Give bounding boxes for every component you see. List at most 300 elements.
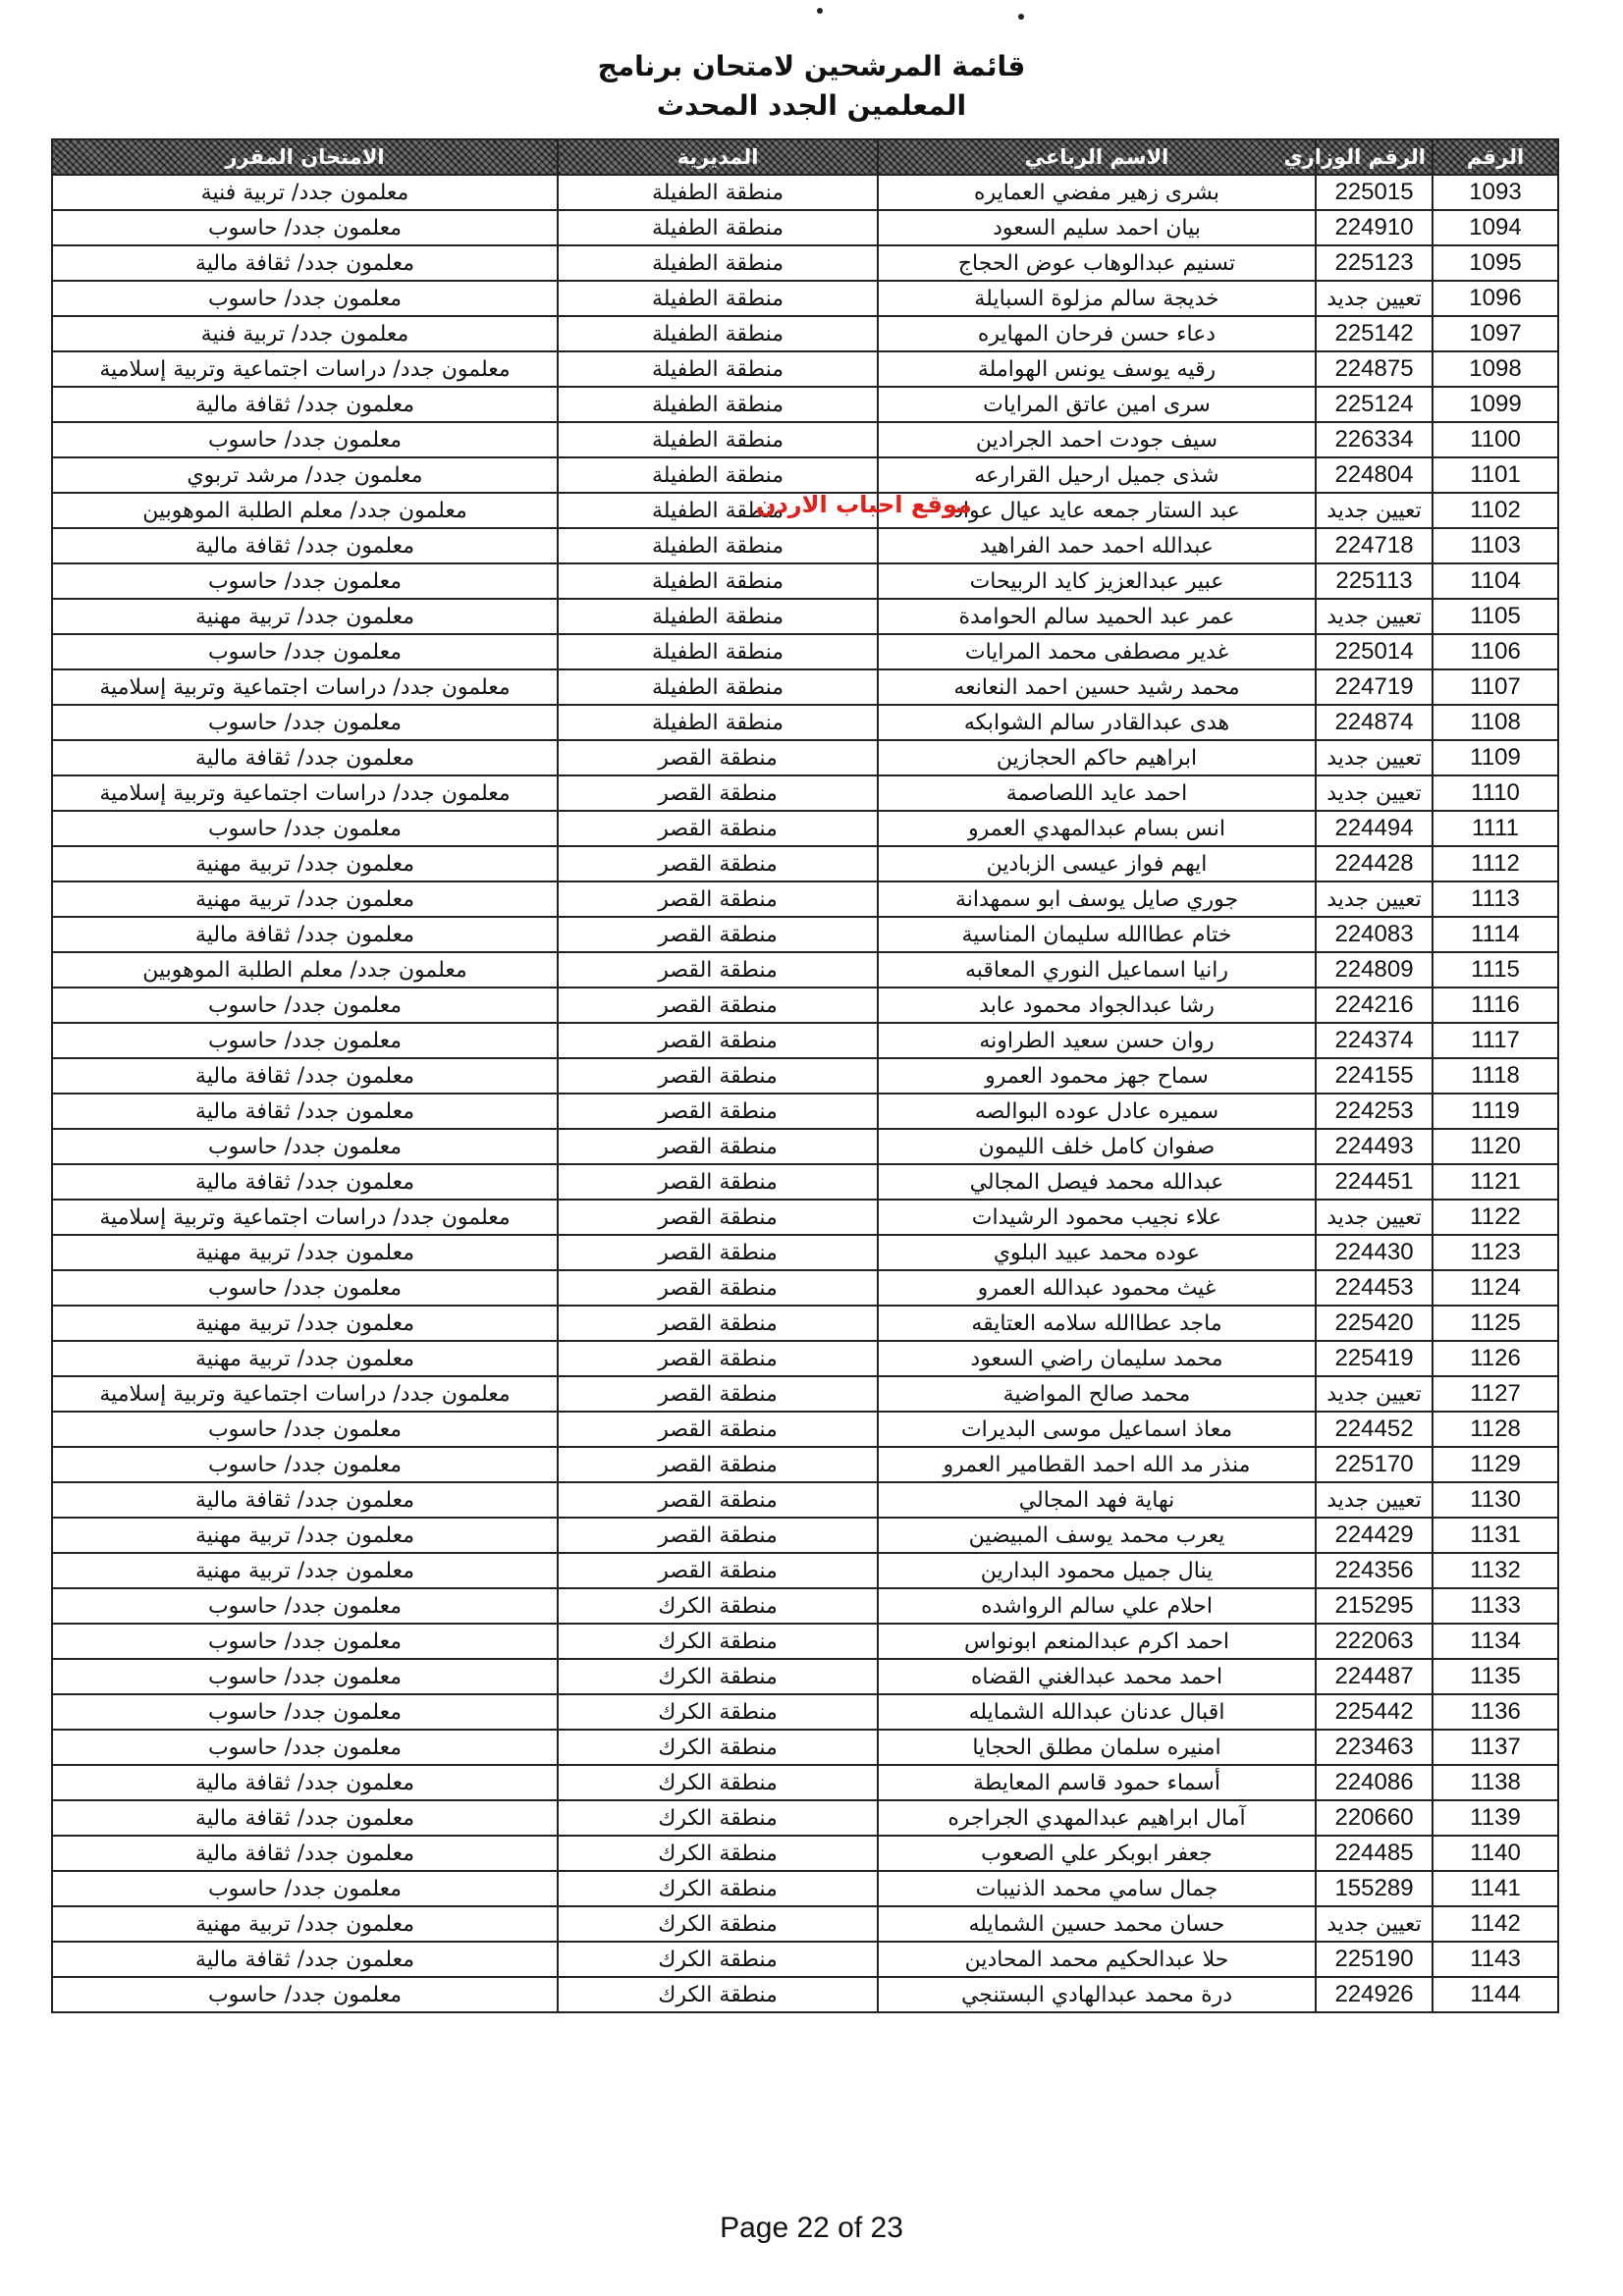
cell-full-name: سرى امين عاتق المرايات xyxy=(878,387,1316,422)
cell-ministry-number: 225419 xyxy=(1316,1341,1433,1376)
cell-serial: 1106 xyxy=(1433,634,1558,669)
cell-ministry-number: تعيين جديد xyxy=(1316,740,1433,775)
cell-exam: معلمون جدد/ تربية مهنية xyxy=(52,1553,558,1588)
cell-serial: 1095 xyxy=(1433,245,1558,281)
cell-ministry-number: 224216 xyxy=(1316,988,1433,1023)
cell-serial: 1116 xyxy=(1433,988,1558,1023)
cell-exam: معلمون جدد/ تربية مهنية xyxy=(52,1235,558,1270)
table-row xyxy=(52,634,1558,669)
cell-full-name: سيف جودت احمد الجرادين xyxy=(878,422,1316,457)
cell-exam: معلمون جدد/ حاسوب xyxy=(52,1977,558,2012)
cell-directorate: منطقة القصر xyxy=(558,1094,878,1129)
cell-serial: 1110 xyxy=(1433,775,1558,811)
cell-serial: 1144 xyxy=(1433,1977,1558,2012)
table-row xyxy=(52,1235,1558,1270)
cell-exam: معلمون جدد/ حاسوب xyxy=(52,563,558,599)
cell-ministry-number: 224356 xyxy=(1316,1553,1433,1588)
table-row xyxy=(52,457,1558,493)
cell-full-name: جعفر ابوبكر علي الصعوب xyxy=(878,1836,1316,1871)
table-row xyxy=(52,1058,1558,1094)
cell-ministry-number: 224083 xyxy=(1316,917,1433,952)
cell-full-name: ختام عطاالله سليمان المناسية xyxy=(878,917,1316,952)
cell-serial: 1098 xyxy=(1433,351,1558,387)
cell-serial: 1131 xyxy=(1433,1518,1558,1553)
cell-directorate: منطقة الكرك xyxy=(558,1694,878,1730)
cell-ministry-number: 155289 xyxy=(1316,1871,1433,1906)
cell-serial: 1142 xyxy=(1433,1906,1558,1942)
cell-directorate: منطقة القصر xyxy=(558,1482,878,1518)
cell-exam: معلمون جدد/ معلم الطلبة الموهوبين xyxy=(52,493,558,528)
cell-exam: معلمون جدد/ ثقافة مالية xyxy=(52,1058,558,1094)
cell-exam: معلمون جدد/ ثقافة مالية xyxy=(52,740,558,775)
cell-directorate: منطقة الطفيلة xyxy=(558,669,878,705)
cell-ministry-number: 222063 xyxy=(1316,1624,1433,1659)
cell-ministry-number: 225015 xyxy=(1316,175,1433,210)
scan-speck xyxy=(817,8,823,14)
cell-ministry-number: 224485 xyxy=(1316,1836,1433,1871)
cell-serial: 1121 xyxy=(1433,1164,1558,1200)
cell-ministry-number: تعيين جديد xyxy=(1316,1200,1433,1235)
cell-directorate: منطقة الكرك xyxy=(558,1765,878,1800)
cell-directorate: منطقة الكرك xyxy=(558,1624,878,1659)
table-row xyxy=(52,952,1558,988)
cell-directorate: منطقة القصر xyxy=(558,1058,878,1094)
title-line-1: قائمة المرشحين لامتحان برنامج xyxy=(597,50,1026,82)
cell-full-name: محمد صالح المواضية xyxy=(878,1376,1316,1412)
cell-exam: معلمون جدد/ دراسات اجتماعية وتربية إسلامية xyxy=(52,775,558,811)
cell-ministry-number: 224874 xyxy=(1316,705,1433,740)
cell-serial: 1132 xyxy=(1433,1553,1558,1588)
cell-directorate: منطقة القصر xyxy=(558,846,878,881)
cell-full-name: صفوان كامل خلف الليمون xyxy=(878,1129,1316,1164)
table-row xyxy=(52,528,1558,563)
cell-serial: 1124 xyxy=(1433,1270,1558,1306)
cell-full-name: هدى عبدالقادر سالم الشوابكه xyxy=(878,705,1316,740)
table-row xyxy=(52,1306,1558,1341)
cell-exam: معلمون جدد/ حاسوب xyxy=(52,1412,558,1447)
cell-ministry-number: 225014 xyxy=(1316,634,1433,669)
scan-speck xyxy=(1018,14,1024,20)
table-row xyxy=(52,599,1558,634)
cell-exam: معلمون جدد/ حاسوب xyxy=(52,210,558,245)
cell-directorate: منطقة القصر xyxy=(558,881,878,917)
cell-ministry-number: 224719 xyxy=(1316,669,1433,705)
cell-ministry-number: 224926 xyxy=(1316,1977,1433,2012)
table-row xyxy=(52,210,1558,245)
cell-exam: معلمون جدد/ ثقافة مالية xyxy=(52,1800,558,1836)
cell-exam: معلمون جدد/ حاسوب xyxy=(52,1624,558,1659)
cell-serial: 1118 xyxy=(1433,1058,1558,1094)
cell-full-name: ينال جميل محمود البدارين xyxy=(878,1553,1316,1588)
cell-exam: معلمون جدد/ حاسوب xyxy=(52,1270,558,1306)
cell-exam: معلمون جدد/ تربية مهنية xyxy=(52,599,558,634)
cell-full-name: شذى جميل ارحيل القرارعه xyxy=(878,457,1316,493)
cell-serial: 1122 xyxy=(1433,1200,1558,1235)
cell-serial: 1093 xyxy=(1433,175,1558,210)
table-row xyxy=(52,1730,1558,1765)
cell-ministry-number: 224429 xyxy=(1316,1518,1433,1553)
table-row xyxy=(52,316,1558,351)
cell-full-name: نهاية فهد المجالي xyxy=(878,1482,1316,1518)
cell-full-name: آمال ابراهيم عبدالمهدي الجراجره xyxy=(878,1800,1316,1836)
cell-directorate: منطقة الطفيلة xyxy=(558,457,878,493)
table-header-row xyxy=(52,139,1558,175)
cell-serial: 1103 xyxy=(1433,528,1558,563)
cell-full-name: عبد الستار جمعه عايد عيال عواد xyxy=(878,493,1316,528)
cell-full-name: احمد اكرم عبدالمنعم ابونواس xyxy=(878,1624,1316,1659)
cell-directorate: منطقة القصر xyxy=(558,917,878,952)
cell-exam: معلمون جدد/ حاسوب xyxy=(52,1447,558,1482)
cell-directorate: منطقة الطفيلة xyxy=(558,422,878,457)
table-row xyxy=(52,422,1558,457)
cell-full-name: تسنيم عبدالوهاب عوض الحجاج xyxy=(878,245,1316,281)
table-row xyxy=(52,1129,1558,1164)
cell-ministry-number: تعيين جديد xyxy=(1316,1376,1433,1412)
cell-exam: معلمون جدد/ تربية مهنية xyxy=(52,881,558,917)
cell-exam: معلمون جدد/ تربية فنية xyxy=(52,175,558,210)
cell-exam: معلمون جدد/ ثقافة مالية xyxy=(52,1482,558,1518)
cell-ministry-number: 224253 xyxy=(1316,1094,1433,1129)
cell-directorate: منطقة الطفيلة xyxy=(558,528,878,563)
cell-ministry-number: تعيين جديد xyxy=(1316,599,1433,634)
table-row xyxy=(52,1376,1558,1412)
table-row xyxy=(52,1871,1558,1906)
column-header-ministry-number: الرقم الوزاري xyxy=(1316,139,1433,175)
cell-directorate: منطقة الكرك xyxy=(558,1871,878,1906)
cell-directorate: منطقة القصر xyxy=(558,1518,878,1553)
cell-serial: 1129 xyxy=(1433,1447,1558,1482)
cell-directorate: منطقة الطفيلة xyxy=(558,634,878,669)
cell-exam: معلمون جدد/ حاسوب xyxy=(52,705,558,740)
cell-ministry-number: 225124 xyxy=(1316,387,1433,422)
table-row xyxy=(52,1624,1558,1659)
cell-ministry-number: 220660 xyxy=(1316,1800,1433,1836)
cell-ministry-number: 225170 xyxy=(1316,1447,1433,1482)
cell-directorate: منطقة الطفيلة xyxy=(558,210,878,245)
cell-full-name: روان حسن سعيد الطراونه xyxy=(878,1023,1316,1058)
cell-serial: 1125 xyxy=(1433,1306,1558,1341)
cell-ministry-number: 223463 xyxy=(1316,1730,1433,1765)
cell-directorate: منطقة القصر xyxy=(558,1200,878,1235)
cell-exam: معلمون جدد/ حاسوب xyxy=(52,1023,558,1058)
cell-exam: معلمون جدد/ ثقافة مالية xyxy=(52,1164,558,1200)
cell-ministry-number: 225442 xyxy=(1316,1694,1433,1730)
cell-directorate: منطقة الكرك xyxy=(558,1836,878,1871)
cell-ministry-number: 224430 xyxy=(1316,1235,1433,1270)
cell-full-name: رشا عبدالجواد محمود عابد xyxy=(878,988,1316,1023)
table-row xyxy=(52,917,1558,952)
cell-full-name: سميره عادل عوده البوالصه xyxy=(878,1094,1316,1129)
cell-full-name: انس بسام عبدالمهدي العمرو xyxy=(878,811,1316,846)
table-row xyxy=(52,1942,1558,1977)
cell-directorate: منطقة الطفيلة xyxy=(558,351,878,387)
cell-directorate: منطقة القصر xyxy=(558,775,878,811)
cell-full-name: حلا عبدالحكيم محمد المحادين xyxy=(878,1942,1316,1977)
cell-serial: 1120 xyxy=(1433,1129,1558,1164)
table-row xyxy=(52,175,1558,210)
cell-exam: معلمون جدد/ دراسات اجتماعية وتربية إسلامية xyxy=(52,1376,558,1412)
cell-directorate: منطقة القصر xyxy=(558,1164,878,1200)
cell-full-name: ابراهيم حاكم الحجازين xyxy=(878,740,1316,775)
table-row xyxy=(52,669,1558,705)
table-row xyxy=(52,1341,1558,1376)
table-row xyxy=(52,1094,1558,1129)
table-row xyxy=(52,811,1558,846)
cell-full-name: عبدالله محمد فيصل المجالي xyxy=(878,1164,1316,1200)
cell-ministry-number: 224718 xyxy=(1316,528,1433,563)
cell-full-name: احلام علي سالم الرواشده xyxy=(878,1588,1316,1624)
table-row xyxy=(52,1553,1558,1588)
cell-directorate: منطقة القصر xyxy=(558,1306,878,1341)
cell-exam: معلمون جدد/ ثقافة مالية xyxy=(52,1094,558,1129)
cell-directorate: منطقة القصر xyxy=(558,1341,878,1376)
cell-serial: 1143 xyxy=(1433,1942,1558,1977)
cell-exam: معلمون جدد/ ثقافة مالية xyxy=(52,917,558,952)
column-header-serial: الرقم xyxy=(1433,139,1558,175)
cell-serial: 1138 xyxy=(1433,1765,1558,1800)
table-row xyxy=(52,1836,1558,1871)
cell-full-name: محمد رشيد حسين احمد النعانعه xyxy=(878,669,1316,705)
cell-exam: معلمون جدد/ ثقافة مالية xyxy=(52,387,558,422)
cell-serial: 1139 xyxy=(1433,1800,1558,1836)
table-row xyxy=(52,1200,1558,1235)
cell-full-name: محمد سليمان راضي السعود xyxy=(878,1341,1316,1376)
cell-exam: معلمون جدد/ حاسوب xyxy=(52,1871,558,1906)
cell-ministry-number: تعيين جديد xyxy=(1316,493,1433,528)
table-row xyxy=(52,1977,1558,2012)
cell-directorate: منطقة القصر xyxy=(558,1023,878,1058)
cell-directorate: منطقة الطفيلة xyxy=(558,316,878,351)
table-row xyxy=(52,740,1558,775)
cell-serial: 1123 xyxy=(1433,1235,1558,1270)
cell-serial: 1135 xyxy=(1433,1659,1558,1694)
cell-ministry-number: تعيين جديد xyxy=(1316,1482,1433,1518)
cell-exam: معلمون جدد/ ثقافة مالية xyxy=(52,1765,558,1800)
cell-serial: 1137 xyxy=(1433,1730,1558,1765)
cell-full-name: رقيه يوسف يونس الهواملة xyxy=(878,351,1316,387)
cell-directorate: منطقة الطفيلة xyxy=(558,599,878,634)
cell-serial: 1097 xyxy=(1433,316,1558,351)
cell-ministry-number: 215295 xyxy=(1316,1588,1433,1624)
table-row xyxy=(52,1270,1558,1306)
cell-exam: معلمون جدد/ حاسوب xyxy=(52,1730,558,1765)
cell-full-name: جوري صايل يوسف ابو سمهدانة xyxy=(878,881,1316,917)
cell-ministry-number: تعيين جديد xyxy=(1316,881,1433,917)
cell-full-name: أسماء حمود قاسم المعايطة xyxy=(878,1765,1316,1800)
cell-serial: 1127 xyxy=(1433,1376,1558,1412)
cell-directorate: منطقة الطفيلة xyxy=(558,493,878,528)
cell-ministry-number: تعيين جديد xyxy=(1316,281,1433,316)
cell-directorate: منطقة القصر xyxy=(558,1270,878,1306)
cell-serial: 1140 xyxy=(1433,1836,1558,1871)
cell-full-name: يعرب محمد يوسف المبيضين xyxy=(878,1518,1316,1553)
cell-ministry-number: 225113 xyxy=(1316,563,1433,599)
cell-serial: 1113 xyxy=(1433,881,1558,917)
cell-ministry-number: 224374 xyxy=(1316,1023,1433,1058)
page-number: Page 22 of 23 xyxy=(720,2212,903,2244)
cell-full-name: حسان محمد حسين الشمايله xyxy=(878,1906,1316,1942)
cell-full-name: عمر عبد الحميد سالم الحوامدة xyxy=(878,599,1316,634)
cell-exam: معلمون جدد/ حاسوب xyxy=(52,1694,558,1730)
cell-serial: 1119 xyxy=(1433,1094,1558,1129)
cell-exam: معلمون جدد/ مرشد تربوي xyxy=(52,457,558,493)
cell-directorate: منطقة القصر xyxy=(558,1553,878,1588)
cell-ministry-number: 224804 xyxy=(1316,457,1433,493)
cell-directorate: منطقة القصر xyxy=(558,952,878,988)
cell-directorate: منطقة الطفيلة xyxy=(558,281,878,316)
cell-exam: معلمون جدد/ ثقافة مالية xyxy=(52,528,558,563)
cell-full-name: ماجد عطاالله سلامه العتايقه xyxy=(878,1306,1316,1341)
table-body xyxy=(52,175,1558,2012)
cell-serial: 1114 xyxy=(1433,917,1558,952)
table-row xyxy=(52,881,1558,917)
cell-directorate: منطقة القصر xyxy=(558,988,878,1023)
cell-full-name: عوده محمد عبيد البلوي xyxy=(878,1235,1316,1270)
cell-serial: 1141 xyxy=(1433,1871,1558,1906)
cell-exam: معلمون جدد/ تربية فنية xyxy=(52,316,558,351)
cell-ministry-number: 224428 xyxy=(1316,846,1433,881)
cell-directorate: منطقة الكرك xyxy=(558,1906,878,1942)
cell-serial: 1101 xyxy=(1433,457,1558,493)
cell-exam: معلمون جدد/ ثقافة مالية xyxy=(52,245,558,281)
cell-serial: 1117 xyxy=(1433,1023,1558,1058)
column-header-exam: الامتحان المقرر xyxy=(52,139,558,175)
table-row xyxy=(52,1765,1558,1800)
table-row xyxy=(52,1906,1558,1942)
cell-serial: 1099 xyxy=(1433,387,1558,422)
cell-full-name: دعاء حسن فرحان المهايره xyxy=(878,316,1316,351)
cell-serial: 1128 xyxy=(1433,1412,1558,1447)
watermark-text: موقع احباب الاردن xyxy=(756,491,972,518)
cell-directorate: منطقة الكرك xyxy=(558,1659,878,1694)
cell-directorate: منطقة الكرك xyxy=(558,1730,878,1765)
candidates-table xyxy=(51,138,1559,2013)
cell-full-name: غيث محمود عبدالله العمرو xyxy=(878,1270,1316,1306)
table-row xyxy=(52,775,1558,811)
cell-serial: 1094 xyxy=(1433,210,1558,245)
cell-full-name: امنيره سلمان مطلق الحجايا xyxy=(878,1730,1316,1765)
cell-directorate: منطقة القصر xyxy=(558,1235,878,1270)
table-row xyxy=(52,1447,1558,1482)
cell-full-name: احمد محمد عبدالغني القضاه xyxy=(878,1659,1316,1694)
cell-exam: معلمون جدد/ حاسوب xyxy=(52,281,558,316)
table-row xyxy=(52,1164,1558,1200)
cell-exam: معلمون جدد/ ثقافة مالية xyxy=(52,1942,558,1977)
cell-full-name: درة محمد عبدالهادي البستنجي xyxy=(878,1977,1316,2012)
cell-serial: 1130 xyxy=(1433,1482,1558,1518)
cell-exam: معلمون جدد/ دراسات اجتماعية وتربية إسلامية xyxy=(52,1200,558,1235)
cell-serial: 1104 xyxy=(1433,563,1558,599)
cell-serial: 1105 xyxy=(1433,599,1558,634)
cell-directorate: منطقة الكرك xyxy=(558,1800,878,1836)
cell-ministry-number: 224452 xyxy=(1316,1412,1433,1447)
cell-serial: 1100 xyxy=(1433,422,1558,457)
cell-directorate: منطقة الكرك xyxy=(558,1977,878,2012)
cell-ministry-number: 224155 xyxy=(1316,1058,1433,1094)
table-row xyxy=(52,563,1558,599)
cell-serial: 1126 xyxy=(1433,1341,1558,1376)
cell-directorate: منطقة الطفيلة xyxy=(558,175,878,210)
table-row xyxy=(52,245,1558,281)
cell-full-name: عبير عبدالعزيز كايد الربيحات xyxy=(878,563,1316,599)
cell-full-name: اقبال عدنان عبدالله الشمايله xyxy=(878,1694,1316,1730)
table-row xyxy=(52,1588,1558,1624)
table-row xyxy=(52,988,1558,1023)
cell-exam: معلمون جدد/ حاسوب xyxy=(52,422,558,457)
cell-exam: معلمون جدد/ تربية مهنية xyxy=(52,1306,558,1341)
cell-directorate: منطقة القصر xyxy=(558,1129,878,1164)
table-row xyxy=(52,387,1558,422)
cell-directorate: منطقة القصر xyxy=(558,1376,878,1412)
cell-exam: معلمون جدد/ تربية مهنية xyxy=(52,1518,558,1553)
cell-serial: 1133 xyxy=(1433,1588,1558,1624)
cell-ministry-number: 224809 xyxy=(1316,952,1433,988)
cell-ministry-number: 225142 xyxy=(1316,316,1433,351)
document-title xyxy=(0,47,1623,126)
cell-directorate: منطقة الطفيلة xyxy=(558,387,878,422)
cell-serial: 1112 xyxy=(1433,846,1558,881)
cell-full-name: معاذ اسماعيل موسى البديرات xyxy=(878,1412,1316,1447)
table-row xyxy=(52,1518,1558,1553)
table-row xyxy=(52,351,1558,387)
cell-full-name: علاء نجيب محمود الرشيدات xyxy=(878,1200,1316,1235)
cell-serial: 1111 xyxy=(1433,811,1558,846)
cell-exam: معلمون جدد/ دراسات اجتماعية وتربية إسلامية xyxy=(52,669,558,705)
cell-serial: 1134 xyxy=(1433,1624,1558,1659)
cell-ministry-number: 225190 xyxy=(1316,1942,1433,1977)
cell-exam: معلمون جدد/ تربية مهنية xyxy=(52,846,558,881)
cell-directorate: منطقة الكرك xyxy=(558,1588,878,1624)
cell-ministry-number: 225420 xyxy=(1316,1306,1433,1341)
cell-full-name: ايهم فواز عيسى الزبادين xyxy=(878,846,1316,881)
cell-full-name: سماح جهز محمود العمرو xyxy=(878,1058,1316,1094)
cell-directorate: منطقة القصر xyxy=(558,811,878,846)
cell-ministry-number: 224493 xyxy=(1316,1129,1433,1164)
cell-ministry-number: 224494 xyxy=(1316,811,1433,846)
cell-directorate: منطقة القصر xyxy=(558,1412,878,1447)
column-header-full-name: الاسم الرباعي xyxy=(878,139,1316,175)
cell-exam: معلمون جدد/ دراسات اجتماعية وتربية إسلامية xyxy=(52,351,558,387)
cell-exam: معلمون جدد/ حاسوب xyxy=(52,811,558,846)
column-header-directorate: المديرية xyxy=(558,139,878,175)
table-row xyxy=(52,846,1558,881)
cell-exam: معلمون جدد/ معلم الطلبة الموهوبين xyxy=(52,952,558,988)
table-row xyxy=(52,1482,1558,1518)
cell-full-name: جمال سامي محمد الذنيبات xyxy=(878,1871,1316,1906)
cell-full-name: بشرى زهير مفضي العمايره xyxy=(878,175,1316,210)
cell-exam: معلمون جدد/ تربية مهنية xyxy=(52,1906,558,1942)
cell-ministry-number: 224910 xyxy=(1316,210,1433,245)
cell-ministry-number: 224453 xyxy=(1316,1270,1433,1306)
cell-full-name: بيان احمد سليم السعود xyxy=(878,210,1316,245)
cell-exam: معلمون جدد/ حاسوب xyxy=(52,1588,558,1624)
table-row xyxy=(52,1412,1558,1447)
cell-full-name: عبدالله احمد حمد الفراهيد xyxy=(878,528,1316,563)
cell-directorate: منطقة الطفيلة xyxy=(558,705,878,740)
cell-full-name: خديجة سالم مزلوة السبايلة xyxy=(878,281,1316,316)
cell-directorate: منطقة القصر xyxy=(558,740,878,775)
cell-ministry-number: 225123 xyxy=(1316,245,1433,281)
cell-ministry-number: تعيين جديد xyxy=(1316,775,1433,811)
cell-serial: 1109 xyxy=(1433,740,1558,775)
cell-exam: معلمون جدد/ ثقافة مالية xyxy=(52,1836,558,1871)
cell-serial: 1107 xyxy=(1433,669,1558,705)
cell-ministry-number: تعيين جديد xyxy=(1316,1906,1433,1942)
title-line-2: المعلمين الجدد المحدث xyxy=(656,89,967,122)
cell-serial: 1102 xyxy=(1433,493,1558,528)
cell-ministry-number: 224875 xyxy=(1316,351,1433,387)
cell-serial: 1115 xyxy=(1433,952,1558,988)
